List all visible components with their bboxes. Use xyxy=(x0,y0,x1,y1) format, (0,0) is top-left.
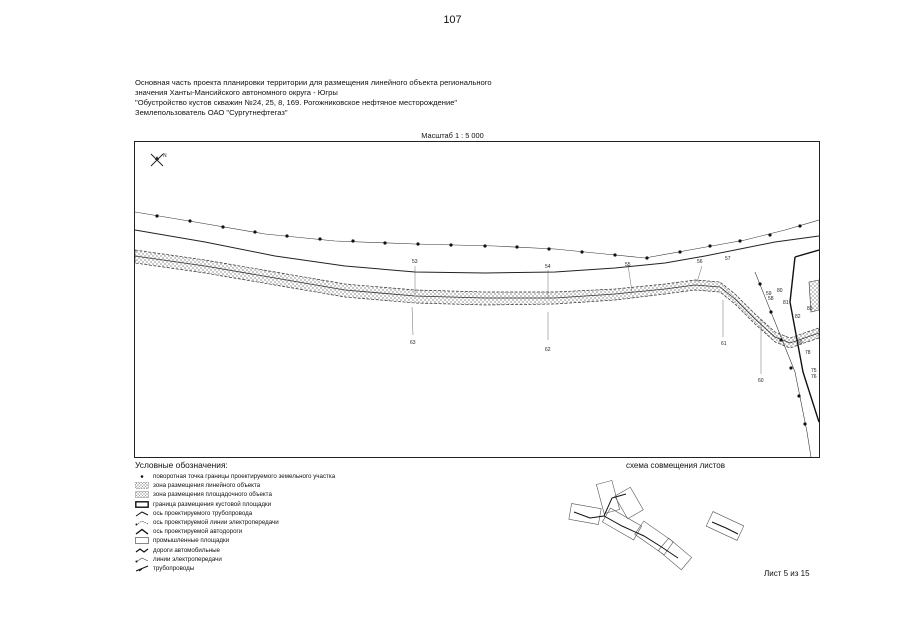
pipelines-icon xyxy=(135,565,149,572)
powerline-axis-icon xyxy=(135,519,149,526)
scheme-route xyxy=(574,494,738,558)
point-label: 55 xyxy=(625,262,631,268)
powerline xyxy=(135,212,819,258)
point-label: 78 xyxy=(805,350,811,356)
point-label: 82 xyxy=(795,314,801,320)
sheet-layout-scheme xyxy=(560,476,760,586)
road-icon xyxy=(135,547,149,554)
point-label: 76 xyxy=(811,374,817,380)
powerline-poles xyxy=(155,214,801,259)
map-frame xyxy=(134,141,820,458)
legend-item xyxy=(135,481,335,490)
legend-label: ось проектируемой автодороги xyxy=(153,528,243,536)
linear-zone-band xyxy=(135,250,819,348)
point-label: 59 xyxy=(766,291,772,297)
point-label: 60 xyxy=(758,378,764,384)
legend-item xyxy=(135,500,335,509)
point-label: 75 xyxy=(811,368,817,374)
industrial-site-icon xyxy=(135,537,149,544)
legend xyxy=(135,472,335,573)
point-label: 57 xyxy=(725,256,731,262)
document-header xyxy=(135,78,695,118)
north-arrow-icon xyxy=(151,153,167,166)
legend-label: зона размещения линейного объекта xyxy=(153,482,261,490)
sheet-number: Лист 5 из 15 xyxy=(764,569,810,578)
legend-label: поворотная точка границы проектируемого земельного участка xyxy=(153,473,336,481)
legend-item xyxy=(135,546,335,555)
point-label: 54 xyxy=(545,264,551,270)
linear-zone-hatch-icon xyxy=(135,482,149,489)
legend-item xyxy=(135,518,335,527)
legend-item xyxy=(135,527,335,536)
header-line-4: Землепользователь ОАО "Сургутнефтегаз" xyxy=(135,108,288,117)
sheet-scheme-title: схема совмещения листов xyxy=(626,461,725,470)
planning-map xyxy=(135,142,819,457)
legend-item xyxy=(135,472,335,481)
legend-label: зона размещения площадочного объекта xyxy=(153,491,272,499)
header-line-2: значения Ханты-Мансийского автономного округа - Югры xyxy=(135,88,338,97)
svg-text:N: N xyxy=(163,153,167,159)
legend-item xyxy=(135,555,335,564)
legend-label: ось проектируемой линии электропередачи xyxy=(153,519,279,527)
point-label: 69 xyxy=(797,340,803,346)
header-line-3: "Обустройство кустов скважин №24, 25, 8, 169. Рогожниковское нефтяное месторождение" xyxy=(135,98,458,107)
point-label: 63 xyxy=(410,340,416,346)
legend-label: граница размещения кустовой площадки xyxy=(153,500,272,508)
site-zone-hatch-icon xyxy=(135,491,149,498)
legend-label: ось проектируемого трубопровода xyxy=(153,509,253,517)
legend-item xyxy=(135,564,335,573)
legend-item xyxy=(135,536,335,545)
point-label: 53 xyxy=(412,259,418,265)
powerline-icon xyxy=(135,556,149,563)
point-label: 61 xyxy=(721,341,727,347)
page-number: 107 xyxy=(443,14,462,26)
point-label: 80 xyxy=(777,288,783,294)
road-axis-icon xyxy=(135,528,149,535)
legend-label: трубопроводы xyxy=(153,564,195,572)
point-label: 58 xyxy=(768,296,774,302)
point-label: 62 xyxy=(545,347,551,353)
legend-item xyxy=(135,490,335,499)
legend-label: дороги автомобильные xyxy=(153,546,220,554)
point-label: 81 xyxy=(783,300,789,306)
point-label: 83 xyxy=(807,306,813,312)
point-label: 56 xyxy=(697,259,703,265)
header-line-1: Основная часть проекта планировки территории для размещения линейного объекта регионального xyxy=(135,78,492,87)
legend-title: Условные обозначения: xyxy=(135,460,228,470)
pipeline-axis-icon xyxy=(135,510,149,517)
legend-label: промышленные площадки xyxy=(153,537,230,545)
turning-point-icon xyxy=(135,473,149,480)
legend-label: линии электропередачи xyxy=(153,555,222,563)
scale-label: Масштаб 1 : 5 000 xyxy=(421,131,484,140)
scheme-sheets xyxy=(569,480,744,569)
pad-boundary-icon xyxy=(135,501,149,508)
legend-item xyxy=(135,509,335,518)
